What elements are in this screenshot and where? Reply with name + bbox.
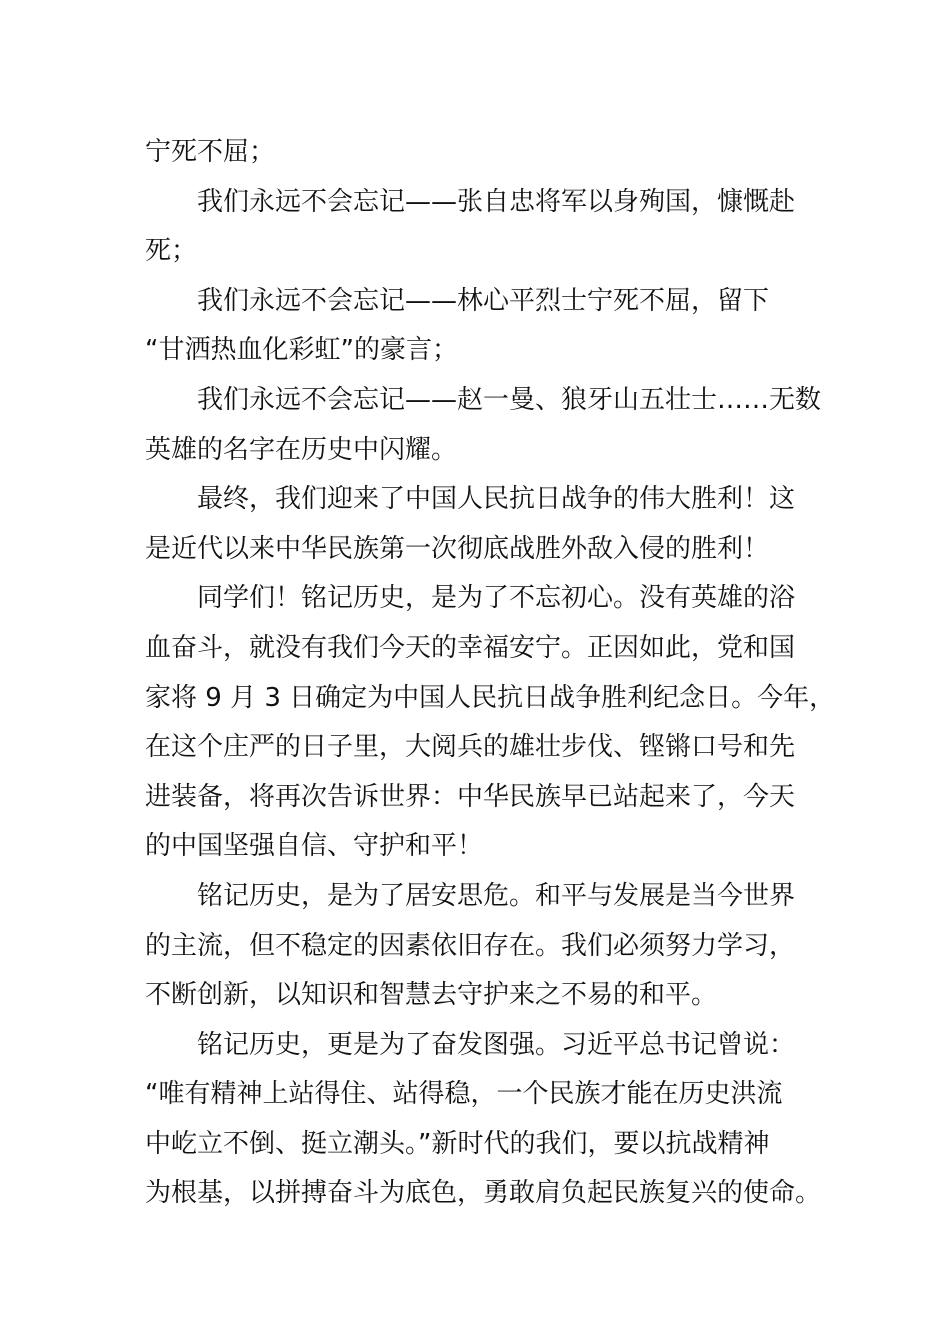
text-line: 死； (145, 236, 198, 267)
text-line: 中屹立不倒、挺立潮头。”新时代的我们，要以抗战精神 (145, 1128, 770, 1159)
text-line: 我们永远不会忘记——张自忠将军以身殉国，慷慨赴 (197, 186, 796, 217)
text-line: 铭记历史，是为了居安思危。和平与发展是当今世界 (197, 880, 796, 911)
text-line: 我们永远不会忘记——赵一曼、狼牙山五壮士……无数 (197, 384, 822, 415)
speech-text (145, 128, 836, 1219)
text-line: 为根基，以拼搏奋斗为底色，勇敢肩负起民族复兴的使命。 (145, 1178, 822, 1209)
text-line: 是近代以来中华民族第一次彻底战胜外敌入侵的胜利！ (145, 533, 770, 564)
text-line: 英雄的名字在历史中闪耀。 (145, 434, 458, 465)
text-line: 不断创新，以知识和智慧去守护来之不易的和平。 (145, 980, 718, 1011)
text-line: 血奋斗，就没有我们今天的幸福安宁。正因如此，党和国 (145, 632, 796, 663)
text-line: 的主流，但不稳定的因素依旧存在。我们必须努力学习， (145, 930, 796, 961)
text-line: 在这个庄严的日子里，大阅兵的雄壮步伐、铿锵口号和先 (145, 732, 796, 763)
text-line: 我们永远不会忘记——林心平烈士宁死不屈，留下 (197, 285, 770, 316)
text-line: 进装备，将再次告诉世界：中华民族早已站起来了，今天 (145, 781, 796, 812)
text-line: 家将 9 月 3 日确定为中国人民抗日战争胜利纪念日。今年， (145, 682, 836, 713)
text-line: 铭记历史，更是为了奋发图强。习近平总书记曾说： (197, 1029, 796, 1060)
text-line: 宁死不屈； (145, 137, 276, 167)
text-line: “唯有精神上站得住、站得稳，一个民族才能在历史洪流 (145, 1079, 783, 1110)
text-line: 最终，我们迎来了中国人民抗日战争的伟大胜利！这 (197, 484, 796, 515)
text-line: 的中国坚强自信、守护和平！ (145, 831, 484, 862)
text-line: “甘洒热血化彩虹”的豪言； (145, 335, 458, 366)
text-line: 同学们！铭记历史，是为了不忘初心。没有英雄的浴 (197, 583, 796, 614)
